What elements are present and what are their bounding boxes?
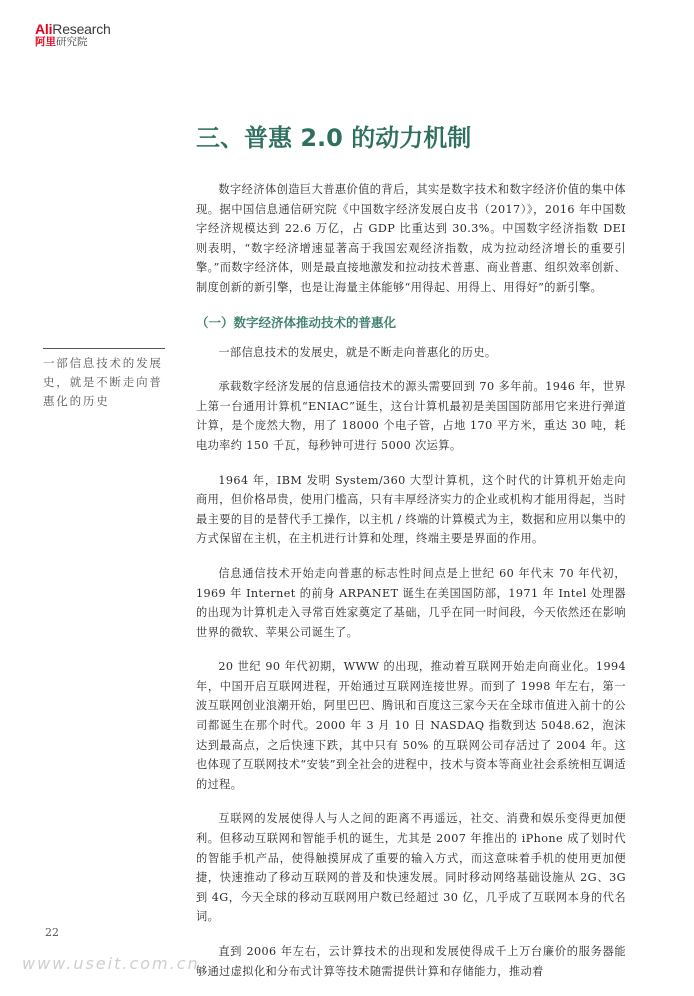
logo-english: AliResearch	[35, 21, 111, 37]
paragraph: 信息通信技术开始走向普惠的标志性时间点是上世纪 60 年代末 70 年代初，1969 年 Internet 的前身 ARPANET 诞生在美国国防部，1971 年 Intel 处理器的出现为计算机走入寻常百姓家奠定了基础，几乎在同一时间段，今天依然还在影响世界的微软、苹果公司诞生了。	[196, 566, 626, 639]
logo-chinese: 阿里研究院	[35, 36, 88, 48]
pull-quote	[43, 348, 165, 411]
pull-quote-text: 一部信息技术的发展史，就是不断走向普惠化的历史	[43, 356, 163, 408]
paragraph: 互联网的发展使得人与人之间的距离不再遥远，社交、消费和娱乐变得更加便利。但移动互联网和智能手机的诞生，尤其是 2007 年推出的 iPhone 成了划时代的智能手机产品，使得触摸屏成了重要的输入方式，而这意味着手机的使用更加便捷，快速推动了移动互联网的普及和快速发展。同时移动网络基础设施从 2G、3G 到 4G，今天全球的移动互联网用户数已经超过 30 亿，几乎成了互联网本身的代名词。	[196, 812, 626, 924]
paragraph: 直到 2006 年左右，云计算技术的出现和发展使得成千上万台廉价的服务器能够通过虚拟化和分布式计算等技术随需提供计算和存储能力，推动着	[196, 945, 626, 978]
body-text	[196, 180, 626, 996]
intro-paragraph: 数字经济体创造巨大普惠价值的背后，其实是数字技术和数字经济价值的集中体现。据中国信息通信研究院《中国数字经济发展白皮书（2017）》，2016 年中国数字经济规模达到 22.6 万亿，占 GDP 比重达到 30.3%。中国数字经济指数 DEI 则表明，“数字经济增速显著高于我国宏观经济指数，成为拉动经济增长的重要引擎。”而数字经济体，则是最直接地激发和拉动技术普惠、商业普惠、组织效率创新、制度创新的新引擎，也是让海量主体能够“用得起、用得上、用得好”的新引擎。	[196, 183, 626, 294]
page-number: 22	[45, 926, 59, 939]
chapter-title: 三、普惠 2.0 的动力机制	[196, 124, 472, 152]
paragraph: 承载数字经济发展的信息通信技术的源头需要回到 70 多年前。1946 年，世界上第一台通用计算机“ENIAC”诞生，这台计算机最初是美国国防部用它来进行弹道计算，是个庞然大物，用了 18000 个电子管，占地 170 平方米，重达 30 吨，耗电功率约 150 千瓦，每秒钟可进行 5000 次运算。	[196, 380, 626, 452]
section-heading: （一）数字经济体推动技术的普惠化	[196, 314, 397, 330]
paragraph: 20 世纪 90 年代初期，WWW 的出现，推动着互联网开始走向商业化。1994 年，中国开启互联网进程，开始通过互联网连接世界。而到了 1998 年左右，第一波互联网创业浪潮开始，阿里巴巴、腾讯和百度这三家今天在全球市值进入前十的公司都诞生在那个时代。2000 年 3 月 10 日 NASDAQ 指数到达 5048.62，泡沫达到最高点，之后快速下跌，其中只有 50% 的互联网公司存活过了 2004 年。这也体现了互联网技术“安装”到全社会的进程中，技术与资本等商业社会系统相互调适的过程。	[196, 660, 626, 791]
paragraph: 1964 年，IBM 发明 System/360 大型计算机，这个时代的计算机开始走向商用，但价格昂贵，使用门槛高，只有丰厚经济实力的企业或机构才能用得起，当时最主要的目的是替代手工操作，以主机 / 终端的计算模式为主，数据和应用以集中的方式保留在主机，在主机进行计算和处理，终端主要是界面的作用。	[196, 473, 626, 546]
aliresearch-logo	[35, 22, 111, 48]
watermark: www.useit.com.cn	[22, 954, 200, 973]
paragraph: 一部信息技术的发展史，就是不断走向普惠化的历史。	[218, 345, 497, 359]
